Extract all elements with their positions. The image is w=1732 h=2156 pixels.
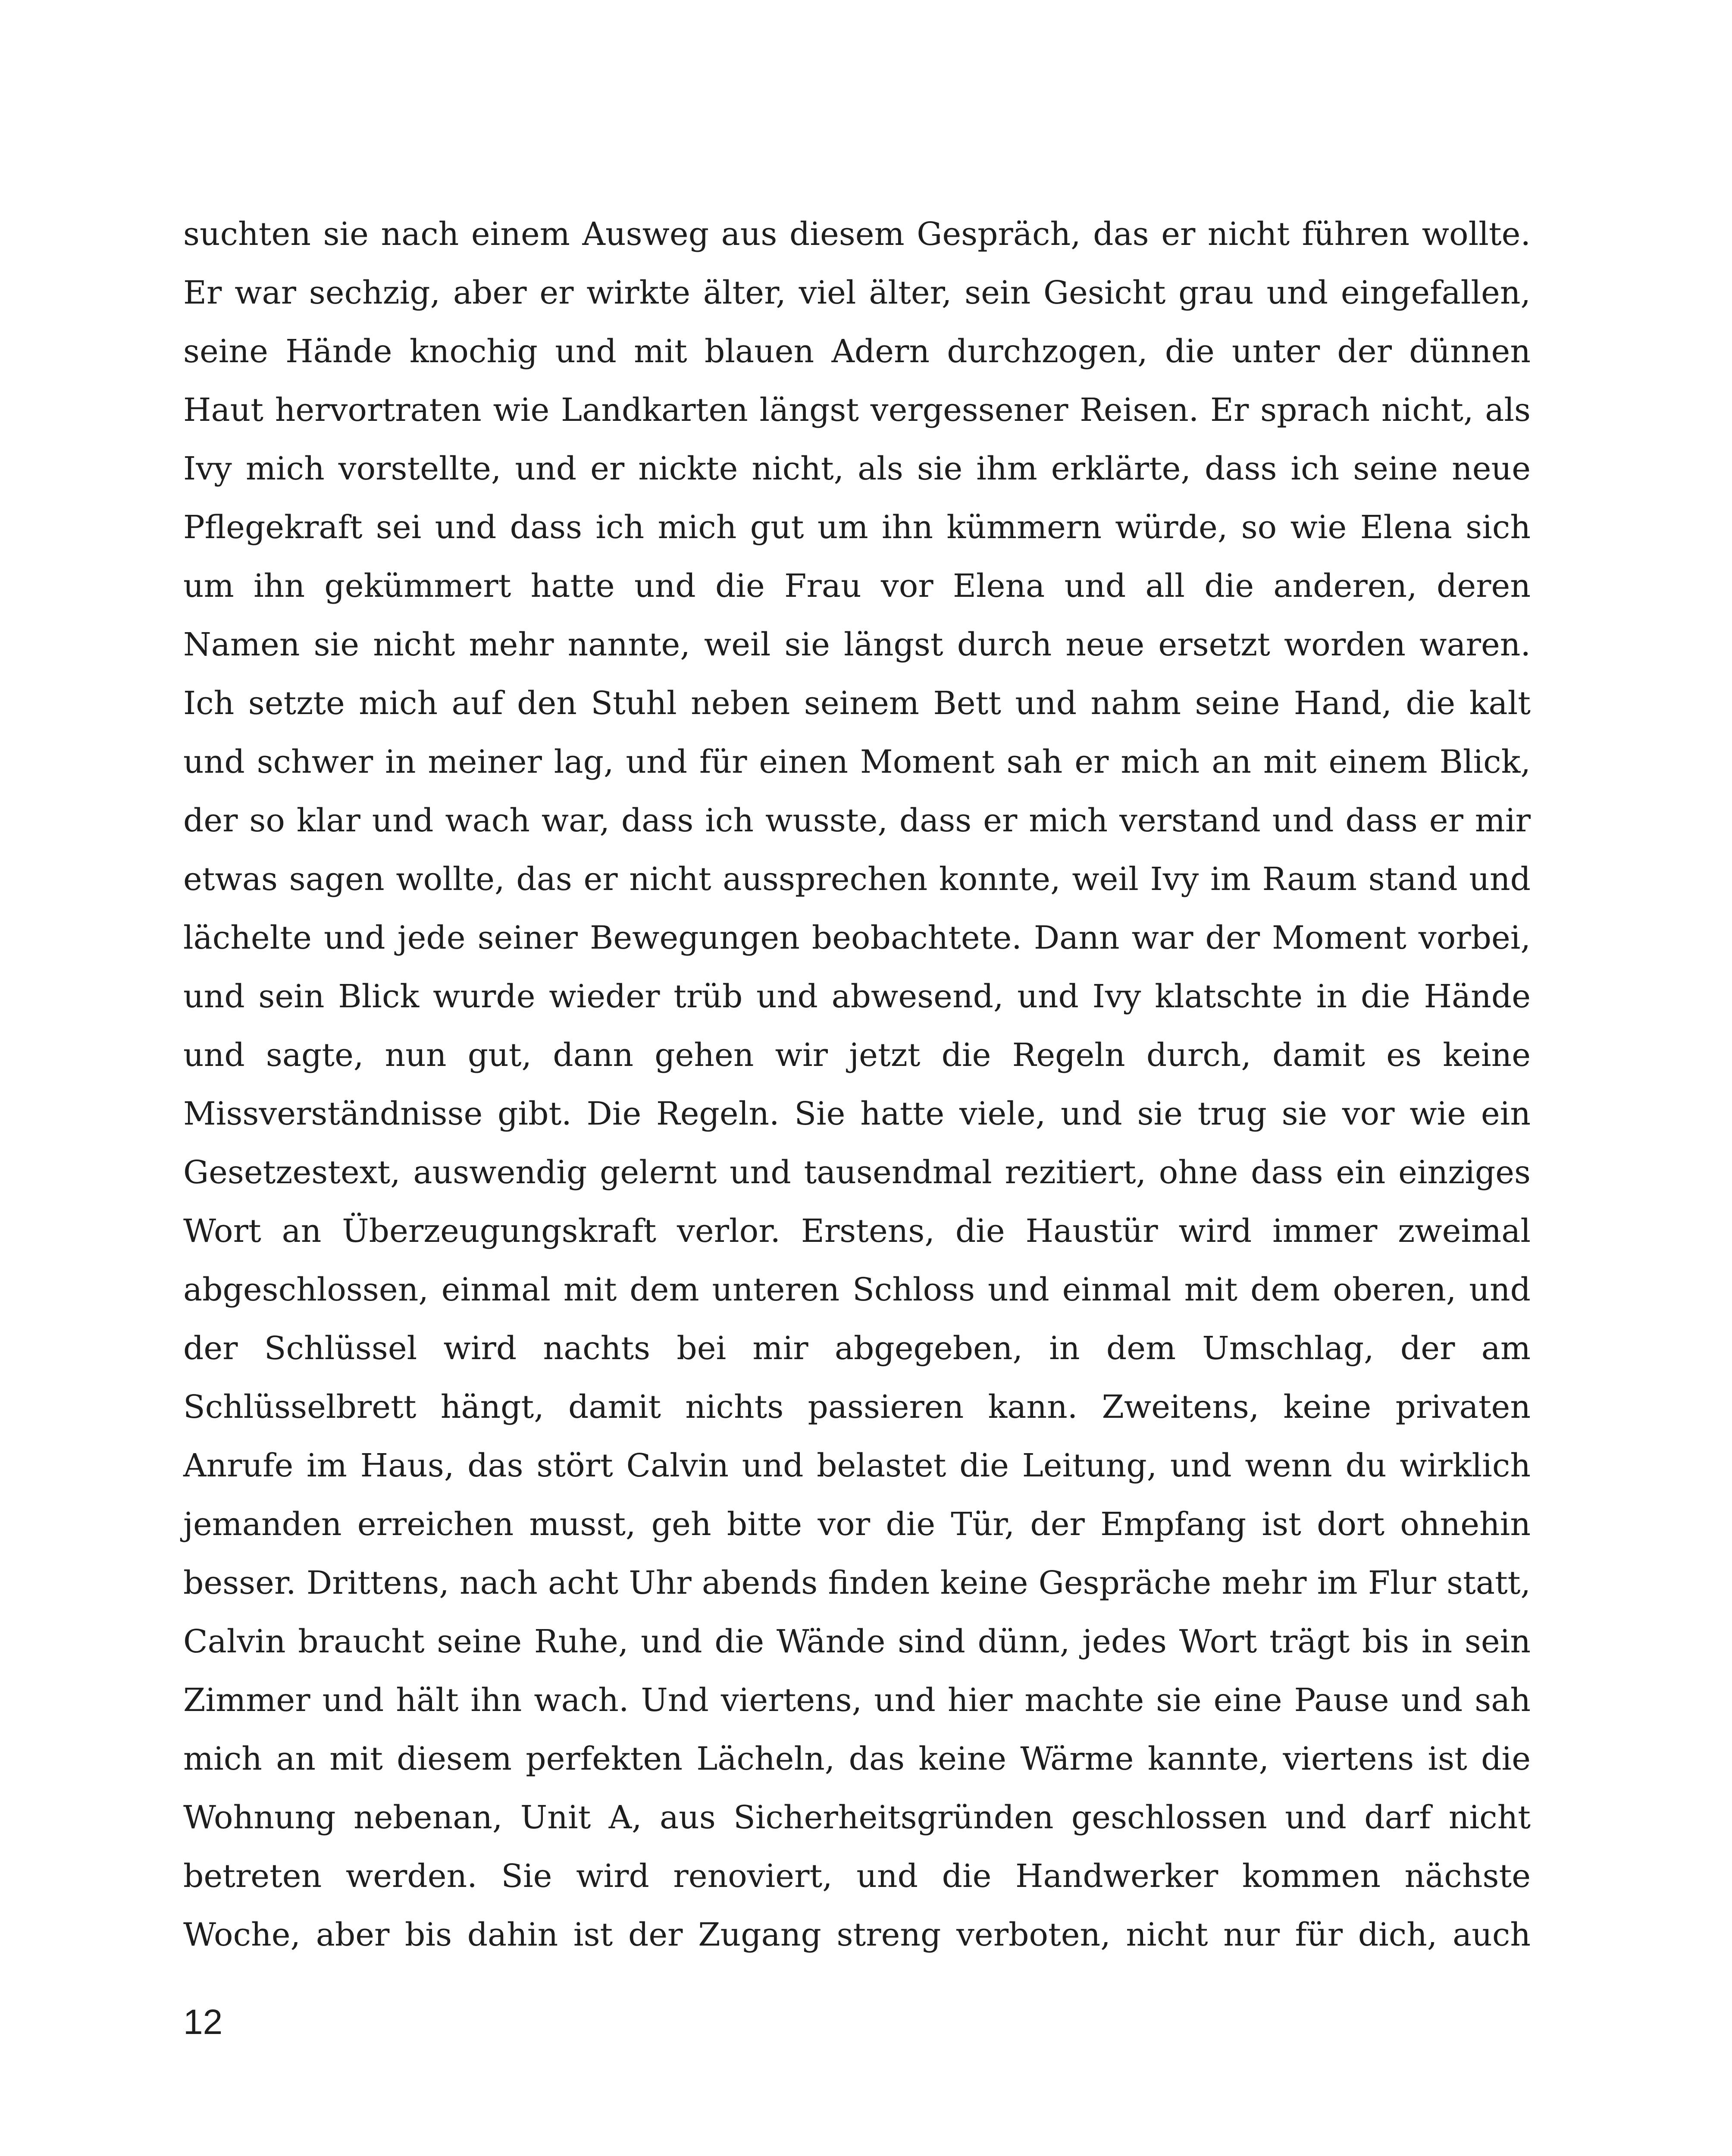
text-line: lächelte und jede seiner Bewegungen beobachtete. Dann war der Moment vorbei,: [183, 919, 1531, 956]
text-line: Pflegekraft sei und dass ich mich gut um ihn kümmern würde, so wie Elena sich: [183, 509, 1531, 546]
text-line: Missverständnisse gibt. Die Regeln. Sie hatte viele, und sie trug sie vor wie ein: [183, 1095, 1531, 1132]
text-line: betreten werden. Sie wird renoviert, und die Handwerker kommen nächste: [183, 1858, 1531, 1895]
text-line: und sein Blick wurde wieder trüb und abwesend, und Ivy klatschte in die Hände: [183, 978, 1531, 1015]
text-line: besser. Drittens, nach acht Uhr abends finden keine Gespräche mehr im Flur statt,: [183, 1564, 1531, 1601]
text-line: Anrufe im Haus, das stört Calvin und belastet die Leitung, und wenn du wirklich: [183, 1447, 1531, 1484]
text-line: Wohnung nebenan, Unit A, aus Sicherheitsgründen geschlossen und darf nicht: [183, 1799, 1531, 1836]
text-line: Ivy mich vorstellte, und er nickte nicht, als sie ihm erklärte, dass ich seine neue: [183, 450, 1531, 487]
text-line: abgeschlossen, einmal mit dem unteren Schloss und einmal mit dem oberen, und: [183, 1271, 1531, 1308]
text-line: und schwer in meiner lag, und für einen Moment sah er mich an mit einem Blick,: [183, 743, 1531, 780]
text-line: Schlüsselbrett hängt, damit nichts passieren kann. Zweitens, keine privaten: [183, 1388, 1531, 1426]
text-line: und sagte, nun gut, dann gehen wir jetzt die Regeln durch, damit es keine: [183, 1037, 1531, 1074]
text-line: Wort an Überzeugungskraft verlor. Erstens, die Haustür wird immer zweimal: [183, 1213, 1531, 1250]
text-line: Ich setzte mich auf den Stuhl neben seinem Bett und nahm seine Hand, die kalt: [183, 685, 1531, 722]
text-line: Calvin braucht seine Ruhe, und die Wände sind dünn, jedes Wort trägt bis in sein: [183, 1623, 1531, 1660]
text-line: der so klar und wach war, dass ich wusste, dass er mich verstand und dass er mir: [183, 802, 1531, 839]
text-line: seine Hände knochig und mit blauen Adern durchzogen, die unter der dünnen: [183, 333, 1531, 370]
text-line: Woche, aber bis dahin ist der Zugang streng verboten, nicht nur für dich, auch: [183, 1916, 1531, 1953]
text-line: Gesetzestext, auswendig gelernt und tausendmal rezitiert, ohne dass ein einziges: [183, 1154, 1531, 1191]
text-line: Er war sechzig, aber er wirkte älter, viel älter, sein Gesicht grau und eingefallen,: [183, 274, 1531, 311]
text-line: etwas sagen wollte, das er nicht aussprechen konnte, weil Ivy im Raum stand und: [183, 861, 1531, 898]
page-number: 12: [183, 2002, 223, 2042]
body-text: [183, 205, 1531, 1964]
text-line: Zimmer und hält ihn wach. Und viertens, und hier machte sie eine Pause und sah: [183, 1682, 1531, 1719]
text-line: mich an mit diesem perfekten Lächeln, das keine Wärme kannte, viertens ist die: [183, 1740, 1531, 1777]
text-line: jemanden erreichen musst, geh bitte vor die Tür, der Empfang ist dort ohnehin: [183, 1506, 1531, 1543]
text-line: um ihn gekümmert hatte und die Frau vor Elena und all die anderen, deren: [183, 567, 1531, 605]
text-line: Namen sie nicht mehr nannte, weil sie längst durch neue ersetzt worden waren.: [183, 626, 1531, 663]
text-line: Haut hervortraten wie Landkarten längst vergessener Reisen. Er sprach nicht, als: [183, 392, 1531, 429]
text-line: suchten sie nach einem Ausweg aus diesem Gespräch, das er nicht führen wollte.: [183, 216, 1531, 253]
text-line: der Schlüssel wird nachts bei mir abgegeben, in dem Umschlag, der am: [183, 1330, 1531, 1367]
